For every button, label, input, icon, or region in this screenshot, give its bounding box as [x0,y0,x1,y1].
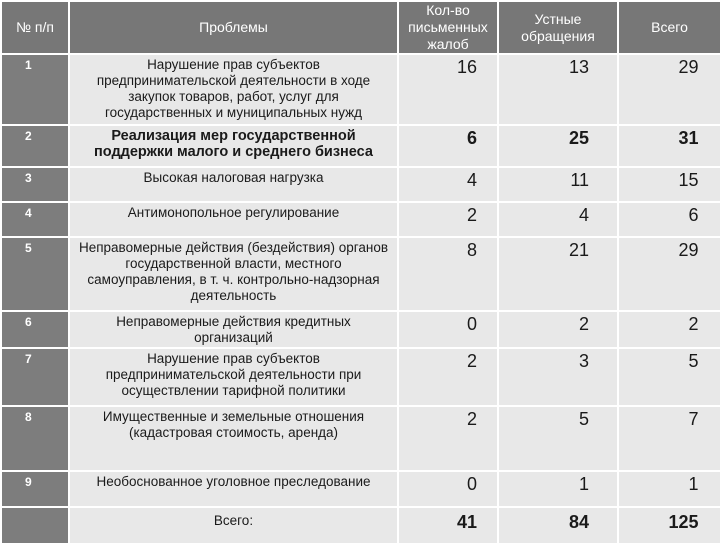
row-total [618,406,720,471]
row-oral [498,311,618,348]
table-body [1,54,720,544]
row-problem: Нарушение прав субъектов предпринимательской деятельности при осуществлении тарифной политики [69,348,398,406]
header-oral: Устные обращения [498,1,618,54]
totals-oral [498,507,618,544]
row-oral-value: 1 [578,474,589,494]
row-total-value: 29 [678,57,699,77]
row-oral [498,237,618,311]
row-written-value: 8 [466,240,477,260]
row-total-value: 6 [688,205,699,225]
row-problem: Высокая налоговая нагрузка [69,167,398,202]
row-written [398,406,498,471]
totals-written [398,507,498,544]
row-total-value: 1 [688,474,699,494]
row-oral [498,202,618,237]
row-total [618,54,720,125]
table-row [1,125,720,167]
row-num: 7 [1,348,69,406]
row-written [398,54,498,125]
row-total-value: 2 [688,314,699,334]
row-oral-value: 25 [568,128,589,148]
row-num: 9 [1,471,69,507]
row-oral-value: 3 [578,351,589,371]
row-total-value: 7 [688,409,699,429]
row-written-value: 16 [456,57,477,77]
row-problem: Антимонопольное регулирование [69,202,398,237]
table-row [1,237,720,311]
row-oral [498,54,618,125]
row-written-value: 4 [466,170,477,190]
row-num: 8 [1,406,69,471]
row-written-value: 0 [466,474,477,494]
table-row [1,406,720,471]
row-oral-value: 21 [568,240,589,260]
header-row [1,1,720,54]
header-problem: Проблемы [69,1,398,54]
totals-oral-value: 84 [568,512,589,532]
row-written [398,167,498,202]
totals-label: Всего: [69,507,398,544]
row-oral [498,471,618,507]
row-total-value: 31 [678,128,699,148]
row-oral-value: 5 [578,409,589,429]
row-total [618,348,720,406]
row-total [618,311,720,348]
row-written [398,311,498,348]
row-written-value: 0 [466,314,477,334]
row-written-value: 2 [466,205,477,225]
totals-total [618,507,720,544]
row-oral [498,125,618,167]
row-total-value: 29 [678,240,699,260]
table-row [1,471,720,507]
row-num: 2 [1,125,69,167]
row-total [618,202,720,237]
row-problem: Неправомерные действия (бездействия) органов государственной власти, местного самоуправления, в т. ч. контрольно-надзорная деятельность [69,237,398,311]
row-written [398,237,498,311]
row-num: 6 [1,311,69,348]
row-oral-value: 4 [578,205,589,225]
totals-num-cell [1,507,69,544]
row-total [618,125,720,167]
row-problem: Имущественные и земельные отношения (кадастровая стоимость, аренда) [69,406,398,471]
header-num: № п/п [1,1,69,54]
row-written [398,202,498,237]
row-written-value: 2 [466,409,477,429]
row-total [618,471,720,507]
row-written [398,125,498,167]
row-num: 3 [1,167,69,202]
header-total: Всего [618,1,720,54]
row-problem: Реализация мер государственной поддержки малого и среднего бизнеса [69,125,398,167]
row-num: 5 [1,237,69,311]
row-oral [498,348,618,406]
row-num: 1 [1,54,69,125]
row-written-value: 2 [466,351,477,371]
row-written [398,471,498,507]
table-row [1,202,720,237]
totals-row [1,507,720,544]
table-header [1,1,720,54]
totals-total-value: 125 [668,512,699,532]
row-total [618,167,720,202]
row-problem: Нарушение прав субъектов предпринимательской деятельности в ходе закупок товаров, работ, услуг для государственных и муниципальных нужд [69,54,398,125]
row-oral [498,167,618,202]
totals-written-value: 41 [456,512,477,532]
row-oral-value: 2 [578,314,589,334]
row-written [398,348,498,406]
table-row [1,54,720,125]
row-total-value: 15 [678,170,699,190]
row-problem: Неправомерные действия кредитных организаций [69,311,398,348]
header-written: Кол-во письменных жалоб [398,1,498,54]
row-problem: Необоснованное уголовное преследование [69,471,398,507]
row-oral-value: 11 [570,170,589,190]
table-row [1,311,720,348]
row-total-value: 5 [688,351,699,371]
table-row [1,348,720,406]
row-num: 4 [1,202,69,237]
row-written-value: 6 [466,128,477,148]
row-oral-value: 13 [568,57,589,77]
row-oral [498,406,618,471]
table-row [1,167,720,202]
row-total [618,237,720,311]
